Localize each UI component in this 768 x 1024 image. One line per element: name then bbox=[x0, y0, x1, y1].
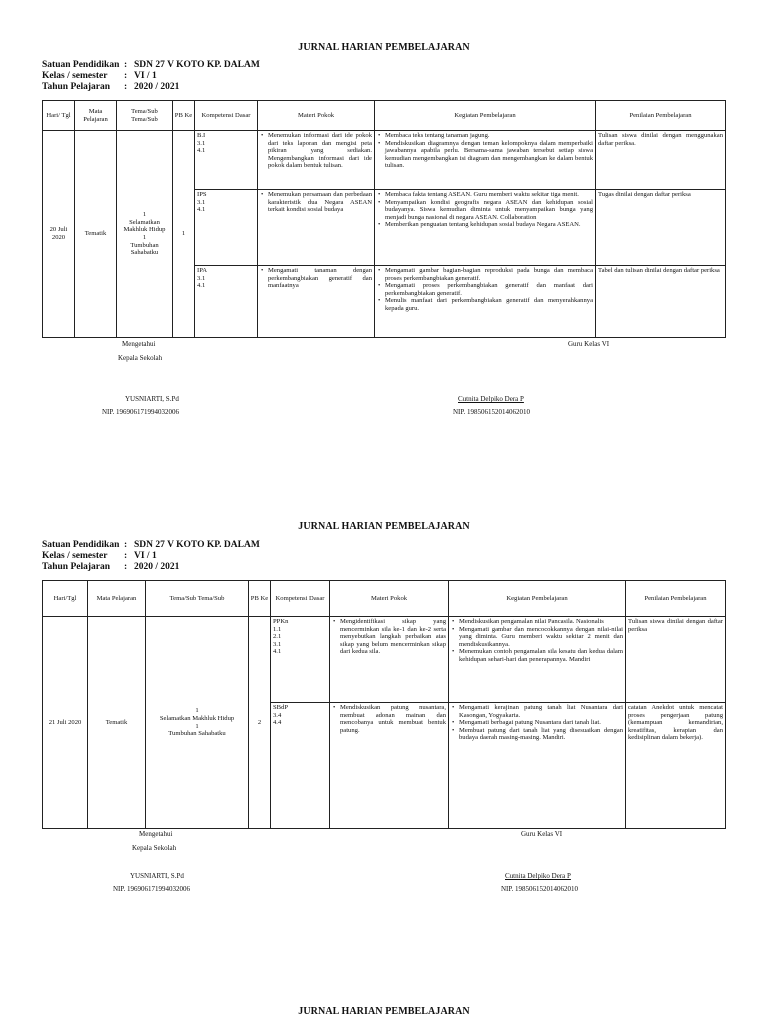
meta-label: Kelas / semester bbox=[42, 71, 108, 81]
mapel-cell: Tematik bbox=[88, 617, 146, 829]
kegiatan-item: • Mendiskusikan diagramnya dengan teman kelompoknya dalam memperbaiki jawabannya apabila perlu. Bersama-sama jawaban tersebut setiap siswa kemudian mengembangkan isi diagram dan mengembangkan ke dalam bentuk tulisan. bbox=[385, 140, 593, 170]
page-title: JURNAL HARIAN PEMBELAJARAN bbox=[298, 42, 470, 53]
journal-table bbox=[42, 100, 726, 338]
kegiatan-item: • Memberikan penguatan tentang kehidupan sosial budaya Negara ASEAN. bbox=[385, 221, 593, 229]
penilaian-cell: catatan Anekdot untuk mencatat proses pengerjaan patung (kemampuan kemandirian, kreatifitas, kerapian dan kedisiplinan dalam bekerja). bbox=[626, 703, 726, 829]
table-row bbox=[43, 617, 726, 703]
meta-sep: : bbox=[124, 551, 128, 561]
kd-cell: IPS 3.1 4.1 bbox=[195, 190, 258, 266]
header-tema: Tema/Sub Tema/Sub bbox=[117, 101, 173, 131]
kd-cell: IPA 3.1 4.1 bbox=[195, 266, 258, 338]
penilaian-cell: Tulisan siswa dinilai dengan menggunakan daftar periksa. bbox=[596, 131, 726, 190]
header-materi: Materi Pokok bbox=[258, 101, 375, 131]
sign-left-label: Mengetahui bbox=[122, 340, 156, 348]
identity-block bbox=[42, 540, 260, 573]
meta-label: Kelas / semester bbox=[42, 551, 108, 561]
page-title: JURNAL HARIAN PEMBELAJARAN bbox=[298, 521, 470, 532]
sign-right-nip: NIP. 198506152014062010 bbox=[453, 408, 531, 416]
meta-sep: : bbox=[124, 82, 128, 92]
header-mapel: Mata Pelajaran bbox=[75, 101, 117, 131]
pb-cell: 2 bbox=[249, 617, 271, 829]
header-pb: PB Ke bbox=[249, 581, 271, 617]
header-kd: Kompetensi Dasar bbox=[195, 101, 258, 131]
kegiatan-item: • Membaca fakta tentang ASEAN. Guru memberi waktu sekitar tiga menit. bbox=[385, 191, 593, 199]
meta-sep: : bbox=[124, 562, 128, 572]
materi-item: • Mengamati tanaman dengan perkembangbiakan generatif dan manfaatnya bbox=[268, 267, 372, 290]
meta-label: Satuan Pendidikan bbox=[42, 540, 120, 550]
header-penilaian: Penilaian Pembelajaran bbox=[596, 101, 726, 131]
header-kegiatan: Kegiatan Pembelajaran bbox=[375, 101, 596, 131]
penilaian-cell: Tulisan siswa dinilai dengan daftar periksa bbox=[626, 617, 726, 703]
penilaian-cell: Tabel dan tulisan dinilai dengan daftar periksa bbox=[596, 266, 726, 338]
header-hari: Hari/Tgl bbox=[43, 581, 88, 617]
sign-left-nip: NIP. 196906171994032006 bbox=[113, 885, 191, 893]
kegiatan-item: • Membuat patung dari tanah liat yang disesuaikan dengan budaya daerah masing-masing. Mandiri. bbox=[459, 727, 623, 742]
sign-right-name: Cutnita Delpiko Dera P bbox=[505, 872, 571, 880]
materi-item: • Menemukan persamaan dan perbedaan karakteristik dua Negara ASEAN terkait kondisi sosial budaya bbox=[268, 191, 372, 214]
tema-cell: 1 Selamatkan Makhluk Hidup 1 Tumbuhan Sahabatku bbox=[117, 131, 173, 338]
header-hari: Hari/ Tgl bbox=[43, 101, 75, 131]
sign-right-nip: NIP. 198506152014062010 bbox=[501, 885, 579, 893]
meta-value: 2020 / 2021 bbox=[134, 562, 180, 572]
page-title: JURNAL HARIAN PEMBELAJARAN bbox=[298, 1006, 470, 1017]
kegiatan-item: • Membaca teks tentang tanaman jagung. bbox=[385, 132, 593, 140]
kegiatan-item: • Menyampaikan kondisi geografis negara ASEAN dan kehidupan sosial budayanya. Siswa kemudian diminta untuk menyampaikan bunga yang menjadi bunga nasional di negara ASEAN. Collaboration bbox=[385, 199, 593, 222]
penilaian-cell: Tugas dinilai dengan daftar periksa bbox=[596, 190, 726, 266]
meta-label: Satuan Pendidikan bbox=[42, 60, 120, 70]
meta-value: 2020 / 2021 bbox=[134, 82, 180, 92]
header-kd: Kompetensi Dasar bbox=[271, 581, 330, 617]
header-kegiatan: Kegiatan Pembelajaran bbox=[449, 581, 626, 617]
meta-label: Tahun Pelajaran bbox=[42, 82, 111, 92]
meta-value: VI / 1 bbox=[134, 71, 157, 81]
kegiatan-item: • Mengamati gambar dan mencocokkannya dengan nilai-nilai yang diminta. Guru memberi waktu sekitar 2 menit dan mendiskusikannya. bbox=[459, 626, 623, 649]
meta-value: VI / 1 bbox=[134, 551, 157, 561]
mapel-cell: Tematik bbox=[75, 131, 117, 338]
meta-sep: : bbox=[124, 540, 128, 550]
kegiatan-item: • Mengamati berbagai patung Nusantara dari tanah liat. bbox=[459, 719, 623, 727]
meta-sep: : bbox=[124, 60, 128, 70]
materi-item: • Mengidentifikasi sikap yang mencerminkan sila ke-1 dan ke-2 serta menyebutkan langkah perbaikan atas sikap yang belum mencerminkan sikap dari kedua sila. bbox=[340, 618, 446, 656]
kd-cell: PPKn 1.1 2.1 3.1 4.1 bbox=[271, 617, 330, 703]
sign-left-nip: NIP. 196906171994032006 bbox=[102, 408, 180, 416]
materi-item: • Mendiskusikan patung nusantara, membuat adonan mainan dan mencobanya untuk membuat bentuk patung. bbox=[340, 704, 446, 734]
kegiatan-item: • Mengamati kerajinan patung tanah liat Nusantara dari Kasongan, Yogyakarta. bbox=[459, 704, 623, 719]
identity-block bbox=[42, 60, 260, 93]
hari-cell: 21 Juli 2020 bbox=[43, 617, 88, 829]
header-pb: PB Ke bbox=[173, 101, 195, 131]
header-materi: Materi Pokok bbox=[330, 581, 449, 617]
sign-right-title: Guru Kelas VI bbox=[568, 340, 610, 348]
meta-label: Tahun Pelajaran bbox=[42, 562, 111, 572]
kegiatan-item: • Menulis manfaat dari perkembangbiakan generatif dan menyerahkannya kepada guru. bbox=[385, 297, 593, 312]
sign-left-title: Kepala Sekolah bbox=[132, 844, 177, 852]
header-penilaian: Penilaian Pembelajaran bbox=[626, 581, 726, 617]
tema-cell: 1 Selamatkan Makhluk Hidup 1 Tumbuhan Sahabatku bbox=[146, 617, 249, 829]
kegiatan-item: • Mengamati proses perkembangbiakan generatif dan manfaat dari perkembangbiakan generatif. bbox=[385, 282, 593, 297]
header-mapel: Mata Pelajaran bbox=[88, 581, 146, 617]
sign-left-name: YUSNIARTI, S.Pd bbox=[125, 395, 179, 403]
kegiatan-item: • Mengamati gambar bagian-bagian reproduksi pada bunga dan membaca proses perkembangbiakan generatif. bbox=[385, 267, 593, 282]
pb-cell: 1 bbox=[173, 131, 195, 338]
meta-value: SDN 27 V KOTO KP. DALAM bbox=[134, 540, 260, 550]
journal-table bbox=[42, 580, 726, 829]
kd-cell: SBdP 3.4 4.4 bbox=[271, 703, 330, 829]
sign-left-label: Mengetahui bbox=[139, 830, 173, 838]
meta-value: SDN 27 V KOTO KP. DALAM bbox=[134, 60, 260, 70]
kegiatan-item: • Mendiskusikan pengamalan nilai Pancasila. Nasionalis bbox=[459, 618, 623, 626]
meta-sep: : bbox=[124, 71, 128, 81]
table-row bbox=[43, 131, 726, 190]
sign-right-title: Guru Kelas VI bbox=[521, 830, 563, 838]
sign-right-name: Cutnita Delpiko Dera P bbox=[458, 395, 524, 403]
materi-item: • Menemukan informasi dari ide pokok dari teks laporan dan mengisi peta pikiran yang sediakan. Mengembangkan informasi dari ide pokok dalam bentuk tulisan. bbox=[268, 132, 372, 170]
kd-cell: B.I 3.1 4.1 bbox=[195, 131, 258, 190]
header-tema: Tema/Sub Tema/Sub bbox=[146, 581, 249, 617]
sign-left-title: Kepala Sekolah bbox=[118, 354, 163, 362]
sign-left-name: YUSNIARTI, S.Pd bbox=[130, 872, 184, 880]
kegiatan-item: • Menemukan contoh pengamalan sila kesatu dan kedua dalam kehidupan sehari-hari dan penerapannya. Mandiri bbox=[459, 648, 623, 663]
hari-cell: 20 Juli 2020 bbox=[43, 131, 75, 338]
